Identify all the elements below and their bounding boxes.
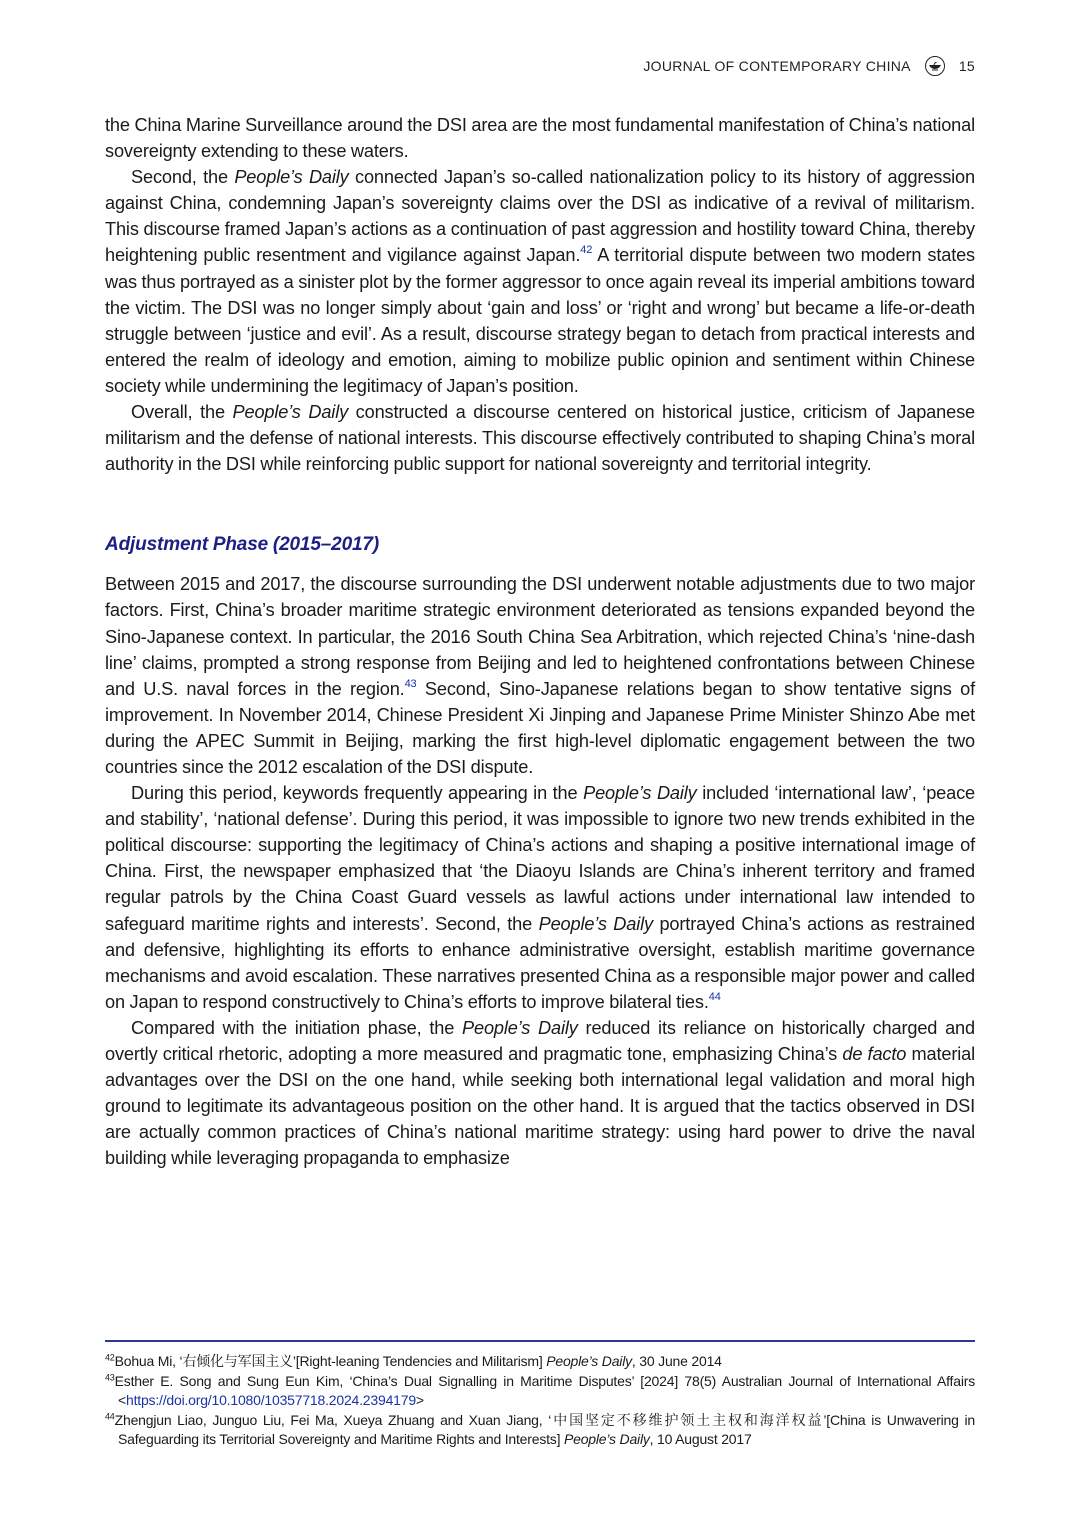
section-heading: Adjustment Phase (2015–2017) (105, 534, 379, 556)
paragraph-text: Compared with the initiation phase, the (131, 1017, 462, 1038)
footnote-number: 42 (105, 1352, 115, 1363)
footnote-ref-42[interactable]: 42 (580, 244, 593, 257)
footnote-text: Esther E. Song and Sung Eun Kim, ‘China’s Dual Signalling in Maritime Disputes’ [2024] 78(5) Australian Journal of International Affairs < (114, 1372, 975, 1408)
page-number: 15 (958, 58, 975, 74)
publication-name: People’s Daily (546, 1353, 632, 1369)
paragraph-text: material advantages over the DSI on the one hand, while seeking both international legal validation and moral high ground to legitimate its advantageous position on the other hand. It is argued that the tactics observed in DSI are actually common practices of China’s national maritime strategy: using hard power to drive the naval building while leveraging propaganda to emphasize (105, 1044, 976, 1169)
paragraph-text: Second, Sino-Japanese relations began to show tentative signs of improvement. In November 2014, Chinese President Xi Jinping and Japanese Prime Minister Shinzo Abe met during the APEC Summit in Beijing, marking the first high-level diplomatic engagement between the two countries since the 2012 escalation of the DSI dispute. (105, 678, 975, 777)
paragraph-text: During this period, keywords frequently appearing in the (131, 783, 584, 804)
footnotes-section (105, 1340, 975, 1450)
paragraph-text: connected Japan’s so-called nationalization policy to its history of aggression against China, condemning Japan’s sovereignty claims over the DSI as indicative of a revival of militarism. This discourse framed Japan’s actions as a continuation of past aggression and hostility toward China, thereby heightening public resentment and vigilance against Japan. (105, 167, 975, 266)
footnote-42 (105, 1352, 975, 1372)
paragraph-text: Between 2015 and 2017, the discourse surrounding the DSI underwent notable adjustments due to two major factors. First, China’s broader maritime strategic environment deteriorated as tensions expanded beyond the Sino-Japanese context. In particular, the 2016 South China Sea Arbitration, which rejected China’s ‘nine-dash line’ claims, prompted a strong response from Beijing and led to heightened confrontations between Chinese and U.S. naval forces in the region. (105, 574, 975, 699)
footnote-number: 44 (105, 1410, 115, 1421)
publisher-lamp-icon (925, 56, 945, 76)
paragraph-comparison (105, 1015, 975, 1172)
paragraph-text: reduced its reliance on historically charged and overtly critical rhetoric, adopting a more measured and pragmatic tone, emphasizing China’s (105, 1017, 975, 1064)
running-header (643, 56, 975, 76)
footnote-text: Zhengjun Liao, Junguo Liu, Fei Ma, Xueya Zhuang and Xuan Jiang, ‘中国坚定不移维护领土主权和海洋权益’[China is Unwavering in Safeguarding its Territorial Sovereignty and Maritime Rights and Interests] (114, 1411, 975, 1447)
paragraph-text: constructed a discourse centered on historical justice, criticism of Japanese militarism and the defense of national interests. This discourse effectively contributed to shaping China’s moral authority in the DSI while reinforcing public support for national sovereignty and territorial integrity. (105, 402, 975, 475)
doi-link[interactable]: https://doi.org/10.1080/10357718.2024.2394179 (125, 1392, 416, 1408)
paragraph-text: Overall, the (131, 402, 233, 423)
paragraph-second-point (105, 164, 975, 399)
publication-name: People’s Daily (462, 1017, 578, 1038)
publication-name: People’s Daily (234, 167, 349, 188)
paragraph-text: portrayed China’s actions as restrained and defensive, highlighting its efforts to enhance administrative oversight, establish maritime governance mechanisms and avoid escalation. These narratives presented China as a responsible major power and called on Japan to respond constructively to China’s efforts to improve bilateral ties. (105, 913, 975, 1012)
article-body (105, 112, 975, 1171)
footnote-text: , 10 August 2017 (649, 1431, 752, 1447)
publication-name: People’s Daily (232, 402, 349, 423)
publication-name: People’s Daily (538, 913, 653, 934)
paragraph-text: included ‘international law’, ‘peace and stability’, ‘national defense’. During this period, it was impossible to ignore two new trends exhibited in the political discourse: supporting the legitimacy of China’s actions and shaping a positive international image of China. First, the newspaper emphasized that ‘the Diaoyu Islands are China’s inherent territory and framed regular patrols by the China Coast Guard vessels as lawful actions under international law intended to safeguard maritime rights and interests’. Second, the (105, 783, 975, 934)
paragraph-adjustment-intro (105, 571, 975, 780)
paragraph-text: A territorial dispute between two modern states was thus portrayed as a sinister plot by the former aggressor to once again reveal its imperial ambitions toward the victim. The DSI was no longer simply about ‘gain and loss’ or ‘right and wrong’ but became a life-or-death struggle between ‘justice and evil’. As a result, discourse strategy began to detach from practical interests and entered the realm of ideology and emotion, aiming to mobilize public opinion and sentiment within Chinese society while undermining the legitimacy of Japan’s position. (105, 245, 976, 396)
paragraph-text: Second, the (131, 167, 235, 188)
paragraph-keywords (105, 780, 975, 1015)
footnote-number: 43 (105, 1371, 115, 1382)
footnote-text: Bohua Mi, ‘右倾化与军国主义’[Right-leaning Tendencies and Militarism] (114, 1353, 547, 1369)
publication-name: People’s Daily (583, 783, 697, 804)
footnote-text: > (415, 1392, 424, 1408)
latin-term: de facto (842, 1044, 907, 1064)
footnote-43 (105, 1372, 975, 1411)
paragraph-overall (105, 399, 975, 477)
journal-title: JOURNAL OF CONTEMPORARY CHINA (643, 58, 911, 74)
paragraph-text: the China Marine Surveillance around the DSI area are the most fundamental manifestation of China’s national sovereignty extending to these waters. (105, 115, 975, 162)
publication-name: People’s Daily (564, 1431, 650, 1447)
footnote-text: , 30 June 2014 (631, 1353, 722, 1369)
footnote-ref-44[interactable]: 44 (708, 990, 721, 1003)
footnote-44 (105, 1411, 975, 1450)
lamp-glyph-icon (928, 61, 942, 71)
paragraph-continued (105, 112, 975, 164)
footnote-ref-43[interactable]: 43 (404, 677, 417, 690)
